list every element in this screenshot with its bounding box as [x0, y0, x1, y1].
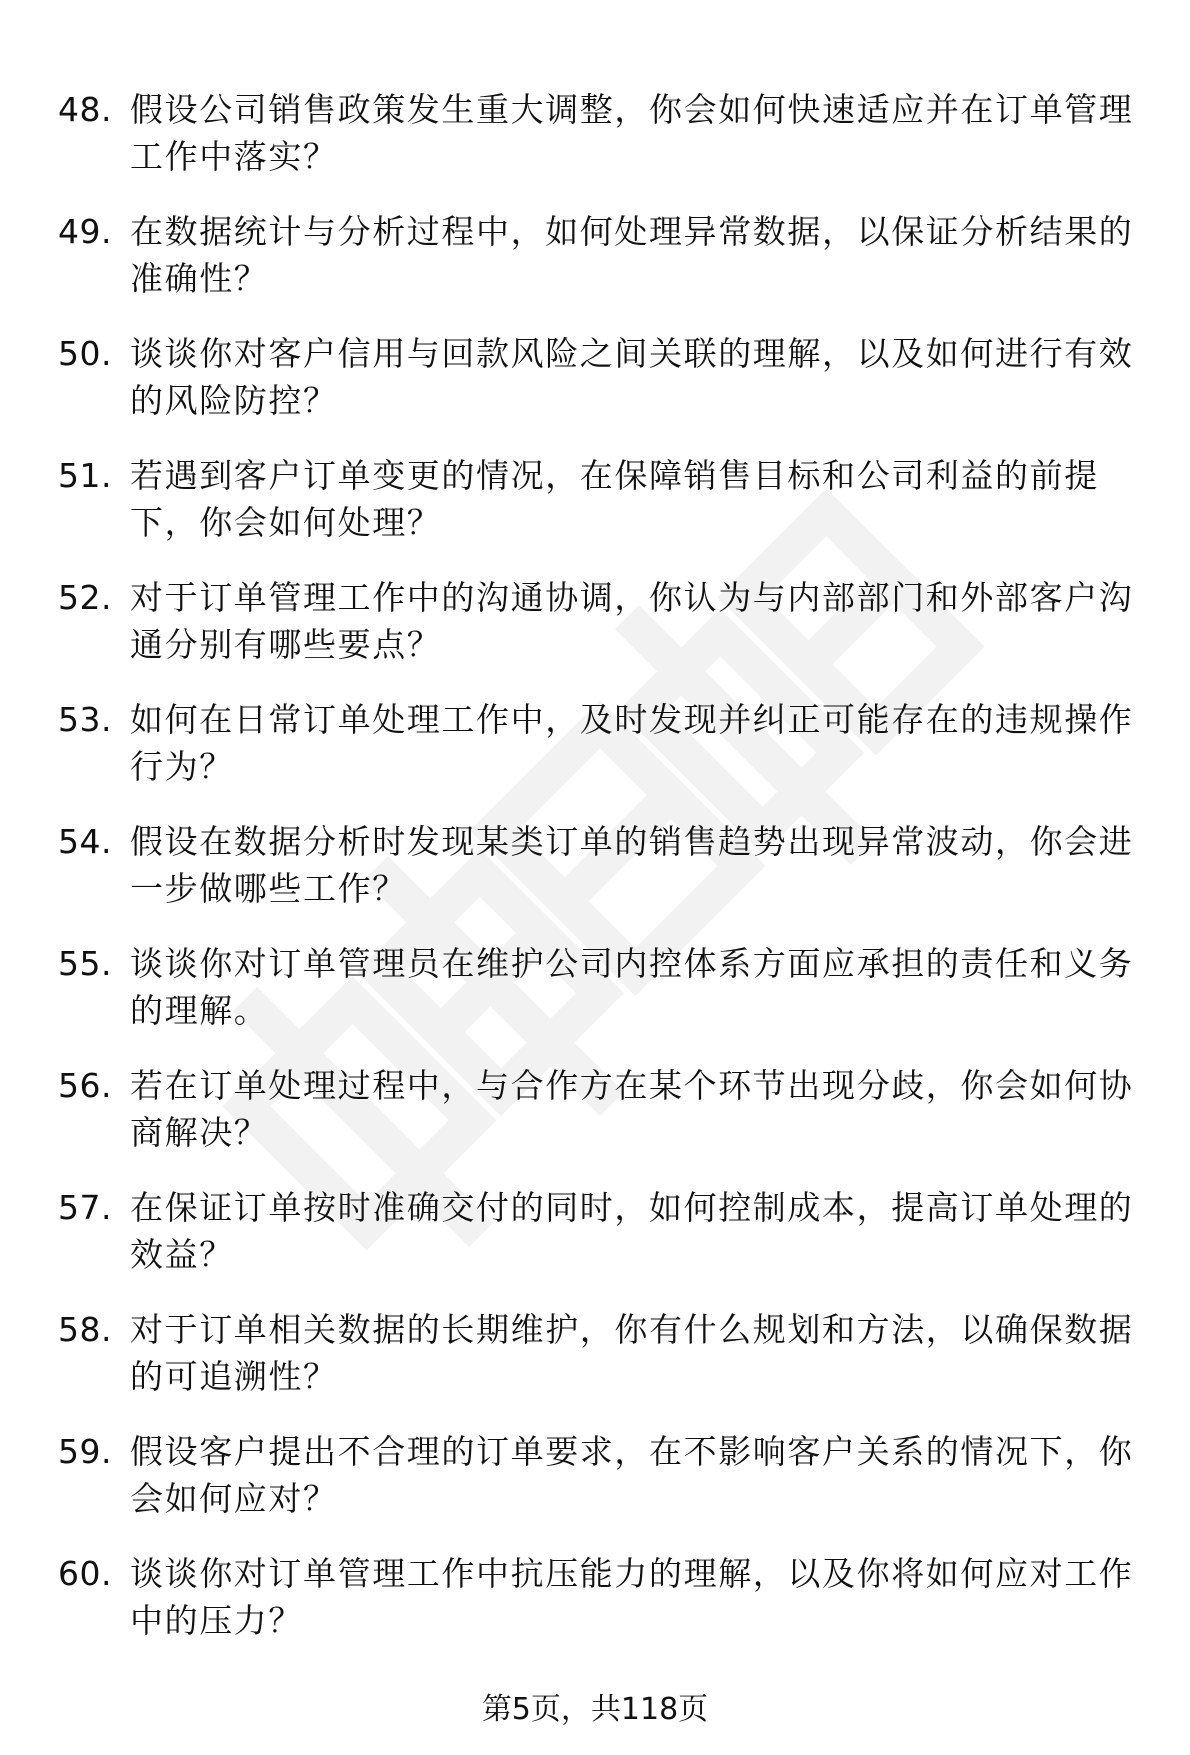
- list-item: [0, 574, 1190, 696]
- list-item: [0, 330, 1190, 452]
- question-text: 在保证订单按时准确交付的同时，如何控制成本，提高订单处理的效益？: [130, 1188, 1134, 1274]
- question-text: 若在订单处理过程中，与合作方在某个环节出现分歧，你会如何协商解决？: [130, 1066, 1134, 1152]
- list-item: [0, 940, 1190, 1062]
- question-text: 对于订单管理工作中的沟通协调，你认为与内部部门和外部客户沟通分别有哪些要点？: [130, 578, 1134, 664]
- list-item: [0, 1550, 1190, 1672]
- question-text: 假设客户提出不合理的订单要求，在不影响客户关系的情况下，你会如何应对？: [130, 1432, 1134, 1518]
- question-number: 55.: [58, 944, 112, 983]
- list-item: [0, 1306, 1190, 1428]
- question-number: 58.: [58, 1310, 112, 1349]
- list-item: [0, 208, 1190, 330]
- question-number: 48.: [58, 90, 112, 129]
- question-number: 51.: [58, 456, 112, 495]
- page-footer: 第5页，共118页: [481, 1692, 709, 1727]
- list-item: [0, 1062, 1190, 1184]
- question-number: 50.: [58, 334, 112, 373]
- list-item: [0, 86, 1190, 208]
- question-text: 假设公司销售政策发生重大调整，你会如何快速适应并在订单管理工作中落实？: [130, 90, 1134, 176]
- list-item: [0, 1428, 1190, 1550]
- question-number: 53.: [58, 700, 112, 739]
- list-item: [0, 818, 1190, 940]
- question-text: 谈谈你对客户信用与回款风险之间关联的理解，以及如何进行有效的风险防控？: [130, 334, 1134, 420]
- question-list: [0, 86, 1190, 1672]
- question-text: 谈谈你对订单管理工作中抗压能力的理解，以及你将如何应对工作中的压力？: [130, 1554, 1134, 1640]
- question-number: 49.: [58, 212, 112, 251]
- question-number: 54.: [58, 822, 112, 861]
- question-text: 若遇到客户订单变更的情况，在保障销售目标和公司利益的前提下，你会如何处理？: [130, 456, 1099, 542]
- list-item: [0, 452, 1190, 574]
- question-text: 如何在日常订单处理工作中，及时发现并纠正可能存在的违规操作行为？: [130, 700, 1134, 786]
- question-number: 59.: [58, 1432, 112, 1471]
- list-item: [0, 1184, 1190, 1306]
- question-number: 57.: [58, 1188, 112, 1227]
- question-number: 52.: [58, 578, 112, 617]
- question-text: 谈谈你对订单管理员在维护公司内控体系方面应承担的责任和义务的理解。: [130, 944, 1134, 1030]
- question-text: 在数据统计与分析过程中，如何处理异常数据，以保证分析结果的准确性？: [130, 212, 1134, 298]
- list-item: [0, 696, 1190, 818]
- question-number: 60.: [58, 1554, 112, 1593]
- question-text: 假设在数据分析时发现某类订单的销售趋势出现异常波动，你会进一步做哪些工作？: [130, 822, 1134, 908]
- question-text: 对于订单相关数据的长期维护，你有什么规划和方法，以确保数据的可追溯性？: [130, 1310, 1134, 1396]
- question-number: 56.: [58, 1066, 112, 1105]
